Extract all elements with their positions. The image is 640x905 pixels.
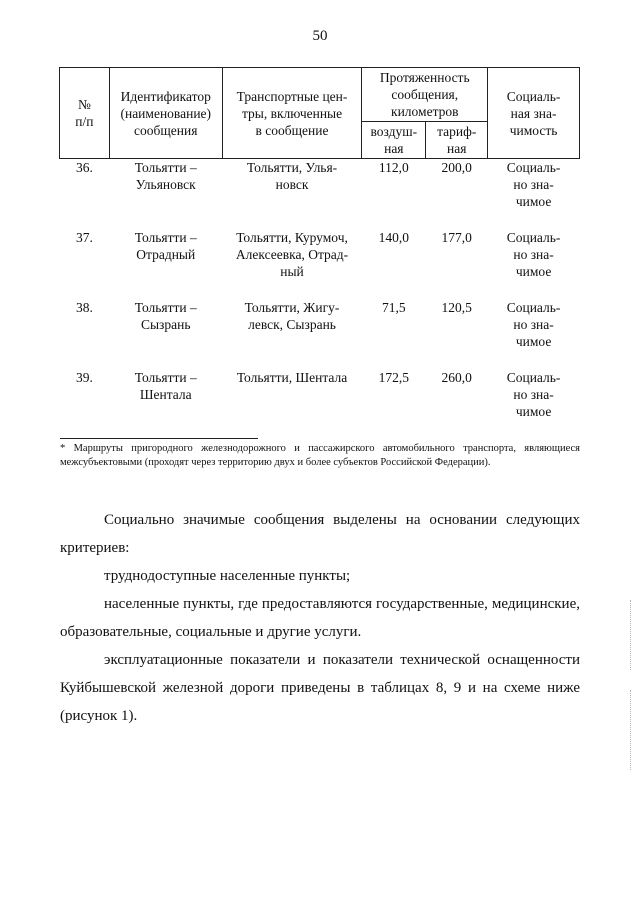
- row-tariff-length: 200,0: [441, 160, 472, 175]
- header-social-significance: Социаль- ная зна- чимость: [488, 68, 580, 159]
- body-text: [60, 506, 580, 562]
- table-row: [60, 159, 580, 229]
- row-centers: Тольятти, Улья- новск: [246, 160, 338, 192]
- header-air-length: воздуш- ная: [362, 122, 426, 159]
- row-centers: Тольятти, Жигу- левск, Сызрань: [244, 299, 340, 332]
- paragraph-criterion-remote: труднодоступные населенные пункты;: [104, 568, 351, 584]
- header-identifier: Идентификатор (наименование) сообщения: [109, 68, 222, 159]
- routes-table: [59, 67, 580, 437]
- row-air-length: 112,0: [378, 160, 409, 175]
- row-number: 37.: [75, 229, 93, 245]
- header-tariff-length: тариф- ная: [426, 122, 488, 159]
- scan-artifact: [630, 600, 633, 670]
- row-social: Социаль- но зна- чимое: [506, 369, 561, 419]
- row-air-length: 71,5: [382, 299, 406, 315]
- row-social: Социаль- но зна- чимое: [506, 299, 561, 349]
- row-number: 38.: [75, 299, 93, 315]
- paragraph-criterion-services: населенные пункты, где предоставляются государственные, медицинские, образовательные, социальные и другие услуги.: [60, 596, 580, 640]
- row-identifier: Тольятти – Шентала: [134, 369, 197, 402]
- row-identifier: Тольятти – Ульяновск: [134, 160, 197, 192]
- footnote: * Маршруты пригородного железнодорожного и пассажирского автомобильного транспорта, являющиеся межсубъектовыми (проходят через территорию двух и более субъектов Российской Федерации).: [60, 443, 580, 468]
- header-transport-centers: Транспортные цен- тры, включенные в сообщение: [222, 68, 362, 159]
- footnote-divider: [60, 438, 258, 439]
- table-row: [60, 229, 580, 299]
- row-tariff-length: 260,0: [441, 369, 472, 385]
- row-social: Социаль- но зна- чимое: [506, 160, 561, 209]
- row-tariff-length: 120,5: [441, 299, 472, 315]
- paragraph-indicators: эксплуатационные показатели и показатели технической оснащенности Куйбышевской железной дороги приведены в таблицах 8, 9 и на схеме ниже (рисунок 1).: [60, 652, 580, 724]
- body-text-indicators: [60, 646, 580, 730]
- table-row: [60, 299, 580, 369]
- table-row: [60, 369, 580, 437]
- row-centers: Тольятти, Курумоч, Алексеевка, Отрад- ный: [235, 229, 349, 279]
- row-number: 39.: [75, 369, 93, 385]
- row-air-length: 140,0: [378, 229, 409, 245]
- row-social: Социаль- но зна- чимое: [506, 229, 561, 279]
- header-length: Протяженность сообщения, километров: [362, 68, 488, 122]
- page-number: 50: [312, 28, 328, 44]
- header-number: № п/п: [60, 68, 110, 159]
- row-tariff-length: 177,0: [441, 229, 472, 245]
- row-identifier: Тольятти – Отрадный: [134, 229, 197, 262]
- body-text-list: [60, 562, 580, 590]
- row-centers: Тольятти, Шентала: [236, 369, 348, 385]
- paragraph-criteria-intro: Социально значимые сообщения выделены на основании следующих критериев:: [60, 512, 580, 556]
- row-number: 36.: [75, 160, 93, 175]
- row-air-length: 172,5: [378, 369, 409, 385]
- body-text-services: [60, 590, 580, 646]
- row-identifier: Тольятти – Сызрань: [134, 299, 197, 332]
- scan-artifact: [630, 690, 633, 770]
